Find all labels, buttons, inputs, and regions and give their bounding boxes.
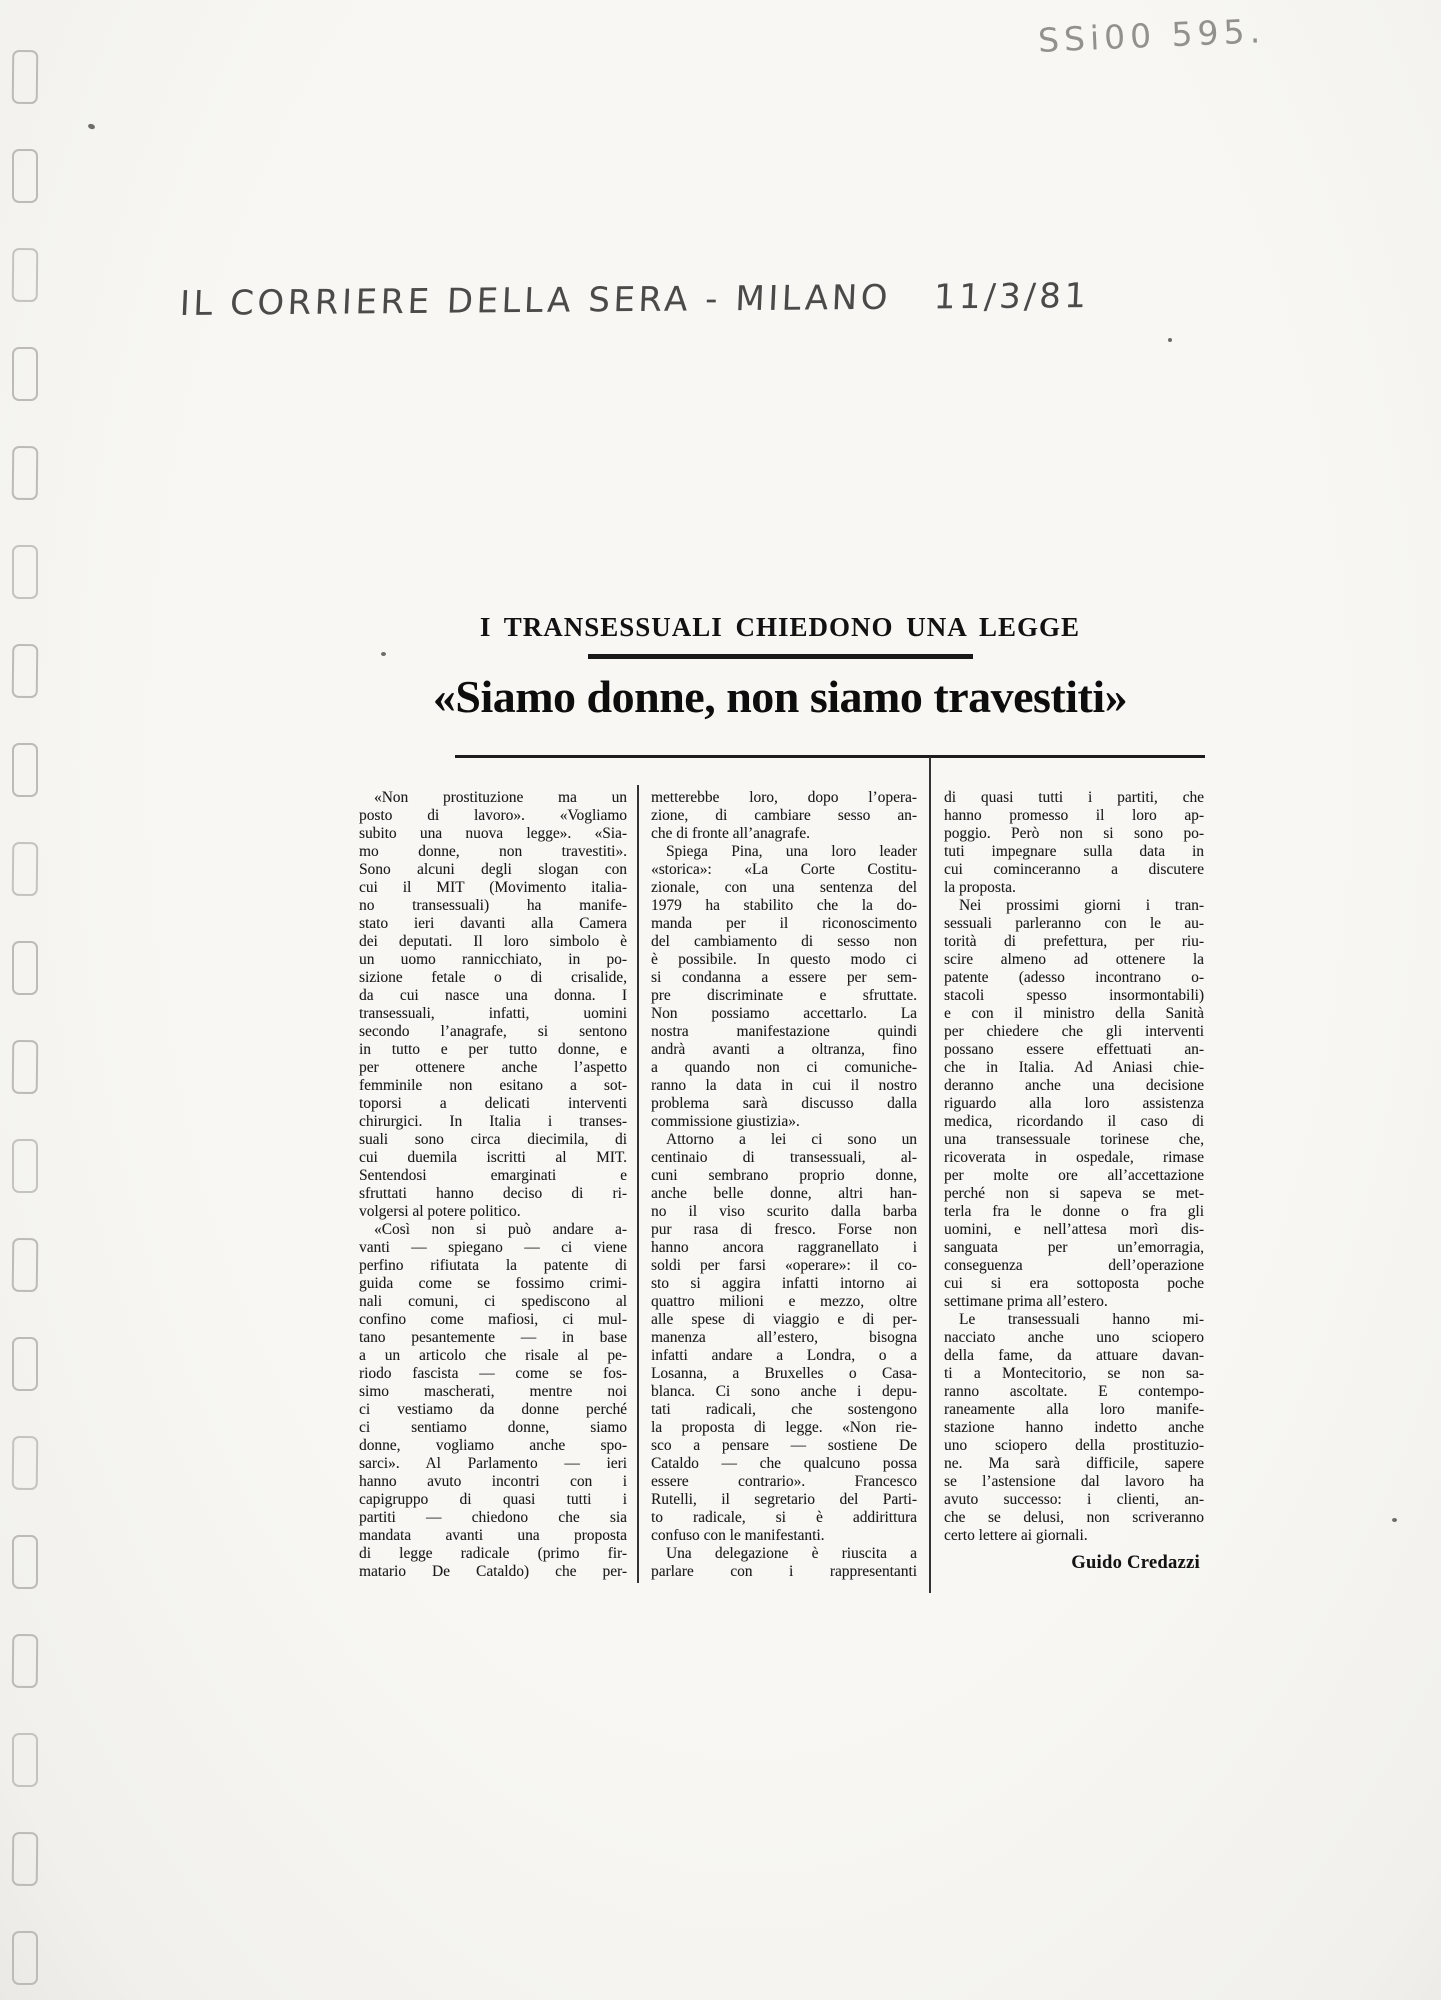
text-line: ranno la data in cui il nostro	[651, 1077, 917, 1094]
text-line: mo donne, non travestiti».	[359, 843, 627, 860]
text-line: sco a pensare — sostiene De	[651, 1437, 917, 1454]
text-line: parlare con i rappresentanti	[651, 1563, 917, 1580]
text-line: sto si aggira infatti intorno ai	[651, 1275, 917, 1292]
binder-hole	[12, 941, 38, 995]
text-line: raneamente alla loro manife-	[944, 1401, 1204, 1418]
binder-hole	[12, 1040, 39, 1094]
text-line: dei deputati. Il loro simbolo è	[359, 933, 627, 950]
text-line: posto di lavoro». «Vogliamo	[359, 807, 627, 824]
text-line: Nei prossimi giorni i tran-	[959, 897, 1204, 914]
text-line: se l’astensione dal lavoro ha	[944, 1473, 1204, 1490]
binder-hole	[12, 446, 39, 500]
text-line: nacciato anche uno sciopero	[944, 1329, 1204, 1346]
text-line: donne, vogliamo anche spo-	[359, 1437, 627, 1454]
text-line: stazione hanno indetto anche	[944, 1419, 1204, 1436]
text-line: partiti — chiedono che sia	[359, 1509, 627, 1526]
text-line: Attorno a lei ci sono un	[666, 1131, 917, 1148]
text-line: toporsi a delicati interventi	[359, 1095, 627, 1112]
article-headline: «Siamo donne, non siamo travestiti»	[432, 671, 1128, 722]
text-line: sarci». Al Parlamento — ieri	[359, 1455, 627, 1472]
column-divider-1	[637, 785, 639, 1583]
binder-hole	[12, 1931, 38, 1985]
text-line: essere contrario». Francesco	[651, 1473, 917, 1490]
text-line: è possibile. In questo modo ci	[651, 951, 917, 968]
text-line: Sentendosi emarginati e	[359, 1167, 627, 1184]
handwritten-archive-number: SSi00 595.	[1037, 11, 1266, 60]
text-line: chirurgici. In Italia i transes-	[359, 1113, 627, 1130]
text-line: uomini, e nell’attesa morì dis-	[944, 1221, 1204, 1238]
column-divider-2	[929, 757, 931, 1593]
text-line: riodo fascista — come se fos-	[359, 1365, 627, 1382]
text-line: ci sentiamo donne, siamo	[359, 1419, 627, 1436]
text-line: 1979 ha stabilito che la do-	[651, 897, 917, 914]
text-line: ti a Montecitorio, se non sa-	[944, 1365, 1204, 1382]
text-line: Losanna, a Bruxelles o Casa-	[651, 1365, 917, 1382]
text-line: un uomo rannicchiato, in po-	[359, 951, 627, 968]
text-line: cui si era sottoposta poche	[944, 1275, 1204, 1292]
text-line: patente (adesso incontrano o-	[944, 969, 1204, 986]
text-line: to radicale, si è addirittura	[651, 1509, 917, 1526]
text-line: no transessuali) ha manife-	[359, 897, 627, 914]
text-line: vanti — spiegano — ci viene	[359, 1239, 627, 1256]
text-line: ranno ascoltate. E contempo-	[944, 1383, 1204, 1400]
column-lines	[359, 789, 627, 1581]
text-line: metterebbe loro, dopo l’opera-	[651, 789, 917, 806]
text-line: suali sono circa diecimila, di	[359, 1131, 627, 1148]
text-line: Spiega Pina, una loro leader	[666, 843, 917, 860]
text-line: hanno ancora raggranellato i	[651, 1239, 917, 1256]
kicker-underline-rule	[588, 654, 973, 659]
text-line: tano pesantemente — in base	[359, 1329, 627, 1346]
text-line: per ottenere anche l’aspetto	[359, 1059, 627, 1076]
text-line: si condanna a essere per sem-	[651, 969, 917, 986]
text-line: riguardo alla loro assistenza	[944, 1095, 1204, 1112]
text-line: cui il MIT (Movimento italia-	[359, 879, 627, 896]
binder-hole	[12, 1535, 38, 1589]
text-line: infatti andare a Londra, o a	[651, 1347, 917, 1364]
text-line: che di fronte all’anagrafe.	[651, 825, 810, 842]
text-line: scire almeno ad ottenere la	[944, 951, 1204, 968]
binder-hole	[12, 1238, 39, 1292]
text-line: uno sciopero della prostituzio-	[944, 1437, 1204, 1454]
text-line: perché non si sapeva se met-	[944, 1185, 1204, 1202]
text-line: sfruttati hanno deciso di ri-	[359, 1185, 627, 1202]
text-line: simo mascherati, mentre noi	[359, 1383, 627, 1400]
text-line: centinaio di transessuali, al-	[651, 1149, 917, 1166]
handwritten-source-line: IL CORRIERE DELLA SERA - MILANO 11/3/81	[178, 276, 1091, 324]
text-line: Cataldo — che qualcuno possa	[651, 1455, 917, 1472]
text-line: pur rasa di fresco. Forse non	[651, 1221, 917, 1238]
text-line: mandata avanti una proposta	[359, 1527, 627, 1544]
text-line: pre discriminate e sfruttate.	[651, 987, 917, 1004]
article-kicker: I TRANSESSUALI CHIEDONO UNA LEGGE	[479, 612, 1081, 642]
binder-hole	[12, 248, 39, 302]
text-line: sizione fetale o di crisalide,	[359, 969, 627, 986]
article-column-3	[944, 789, 1204, 1574]
text-line: tati radicali, che sostengono	[651, 1401, 917, 1418]
binder-hole	[12, 842, 39, 896]
text-line: confino come mafiosi, ci mul-	[359, 1311, 627, 1328]
text-line: del cambiamento di sesso non	[651, 933, 917, 950]
scan-speck	[1392, 1518, 1397, 1522]
text-line: tuti impegnare sulla data in	[944, 843, 1204, 860]
text-line: deranno anche una decisione	[944, 1077, 1204, 1094]
text-line: femminile non esitano a sot-	[359, 1077, 627, 1094]
text-line: per chiedere che gli interventi	[944, 1023, 1204, 1040]
text-line: Non possiamo accettarlo. La	[651, 1005, 917, 1022]
text-line: Una delegazione è riuscita a	[666, 1545, 917, 1562]
text-line: manda per il riconoscimento	[651, 915, 917, 932]
text-line: la proposta.	[944, 879, 1016, 896]
text-line: a quando non ci comuniche-	[651, 1059, 917, 1076]
text-line: quattro milioni e mezzo, oltre	[651, 1293, 917, 1310]
text-line: settimane prima all’estero.	[944, 1293, 1108, 1310]
text-line: a un articolo che risale al pe-	[359, 1347, 627, 1364]
scan-speck	[87, 123, 95, 130]
binder-hole	[12, 545, 38, 599]
binder-hole	[12, 149, 38, 203]
text-line: hanno promesso il loro ap-	[944, 807, 1204, 824]
text-line: che in Italia. Ad Aniasi chie-	[944, 1059, 1204, 1076]
binder-hole	[12, 1337, 38, 1391]
text-line: cui cominceranno a discutere	[944, 861, 1204, 878]
text-line: stato ieri davanti alla Camera	[359, 915, 627, 932]
text-line: commissione giustizia».	[651, 1113, 800, 1130]
binder-hole	[12, 1832, 39, 1886]
text-line: la proposta di legge. «Non rie-	[651, 1419, 917, 1436]
text-line: «Non prostituzione ma un	[374, 789, 627, 806]
text-line: in tutto e per tutto donne, e	[359, 1041, 627, 1058]
text-line: matario De Cataldo) che per-	[359, 1563, 627, 1580]
text-line: anche belle donne, altri han-	[651, 1185, 917, 1202]
text-line: sessuali parleranno con le au-	[944, 915, 1204, 932]
text-line: di legge radicale (primo fir-	[359, 1545, 627, 1562]
text-line: nostra manifestazione quindi	[651, 1023, 917, 1040]
scan-speck	[1168, 338, 1172, 342]
column-lines	[944, 789, 1204, 1545]
binder-hole	[12, 1139, 38, 1193]
headline-bottom-rule	[455, 755, 1205, 758]
text-line: poggio. Però non si sono po-	[944, 825, 1204, 842]
text-line: capigruppo di quasi tutti i	[359, 1491, 627, 1508]
binder-hole	[12, 644, 39, 698]
text-line: blanca. Ci sono anche i depu-	[651, 1383, 917, 1400]
binder-hole	[12, 1436, 39, 1490]
text-line: della fame, da attuare davan-	[944, 1347, 1204, 1364]
text-line: Le transessuali hanno mi-	[959, 1311, 1204, 1328]
text-line: soldi per farsi «operare»: il co-	[651, 1257, 917, 1274]
text-line: una transessuale torinese che,	[944, 1131, 1204, 1148]
text-line: certo lettere ai giornali.	[944, 1527, 1088, 1544]
text-line: hanno avuto incontri con i	[359, 1473, 627, 1490]
text-line: zionale, con una sentenza del	[651, 879, 917, 896]
text-line: da cui nasce una donna. I	[359, 987, 627, 1004]
article-column-2	[651, 789, 917, 1581]
text-line: avuto successo: i clienti, an-	[944, 1491, 1204, 1508]
binder-hole	[12, 347, 38, 401]
binder-hole	[12, 1634, 39, 1688]
text-line: possano essere effettuati an-	[944, 1041, 1204, 1058]
scan-speck	[381, 652, 386, 656]
text-line: ne. Ma sarà difficile, sapere	[944, 1455, 1204, 1472]
text-line: «storica»: «La Corte Costitu-	[651, 861, 917, 878]
text-line: ricoverata in ospedale, rimase	[944, 1149, 1204, 1166]
text-line: problema sarà discusso dalla	[651, 1095, 917, 1112]
text-line: sanguata per un’emorragia,	[944, 1239, 1204, 1256]
text-line: cuni sembrano proprio donne,	[651, 1167, 917, 1184]
text-line: perfino rifiutata la patente di	[359, 1257, 627, 1274]
text-line: guida come se fossimo crimi-	[359, 1275, 627, 1292]
binder-hole	[12, 1733, 38, 1787]
text-line: di quasi tutti i partiti, che	[944, 789, 1204, 806]
text-line: ci vestiamo da donne perché	[359, 1401, 627, 1418]
text-line: confuso con le manifestanti.	[651, 1527, 825, 1544]
text-line: transessuali, infatti, uomini	[359, 1005, 627, 1022]
column-lines	[651, 789, 917, 1581]
text-line: no il viso scurito dalla barba	[651, 1203, 917, 1220]
text-line: manenza all’estero, bisogna	[651, 1329, 917, 1346]
text-line: Sono alcuni degli slogan con	[359, 861, 627, 878]
text-line: volgersi al potere politico.	[359, 1203, 521, 1220]
text-line: secondo l’anagrafe, si sentono	[359, 1023, 627, 1040]
text-line: subito una nuova legge». «Sia-	[359, 825, 627, 842]
byline: Guido Credazzi	[1071, 1553, 1200, 1573]
article-column-1	[359, 789, 627, 1581]
text-line: e con il ministro della Sanità	[944, 1005, 1204, 1022]
binder-hole	[12, 50, 39, 104]
binder-hole	[12, 743, 38, 797]
text-line: zione, di cambiare sesso an-	[651, 807, 917, 824]
text-line: cui duemila iscritti al MIT.	[359, 1149, 627, 1166]
text-line: alle spese di viaggio e di per-	[651, 1311, 917, 1328]
text-line: medica, ricordando il caso di	[944, 1113, 1204, 1130]
text-line: per molte ore all’accettazione	[944, 1167, 1204, 1184]
text-line: torità di prefettura, per riu-	[944, 933, 1204, 950]
binder-holes	[12, 50, 38, 1985]
text-line: «Così non si può andare a-	[374, 1221, 627, 1238]
text-line: terla fra le donne o fra gli	[944, 1203, 1204, 1220]
text-line: Rutelli, il segretario del Parti-	[651, 1491, 917, 1508]
text-line: che se delusi, non scriveranno	[944, 1509, 1204, 1526]
text-line: stacoli spesso insormontabili)	[944, 987, 1204, 1004]
text-line: conseguenza dell’operazione	[944, 1257, 1204, 1274]
text-line: nali comuni, ci spediscono al	[359, 1293, 627, 1310]
text-line: andrà avanti a oltranza, fino	[651, 1041, 917, 1058]
